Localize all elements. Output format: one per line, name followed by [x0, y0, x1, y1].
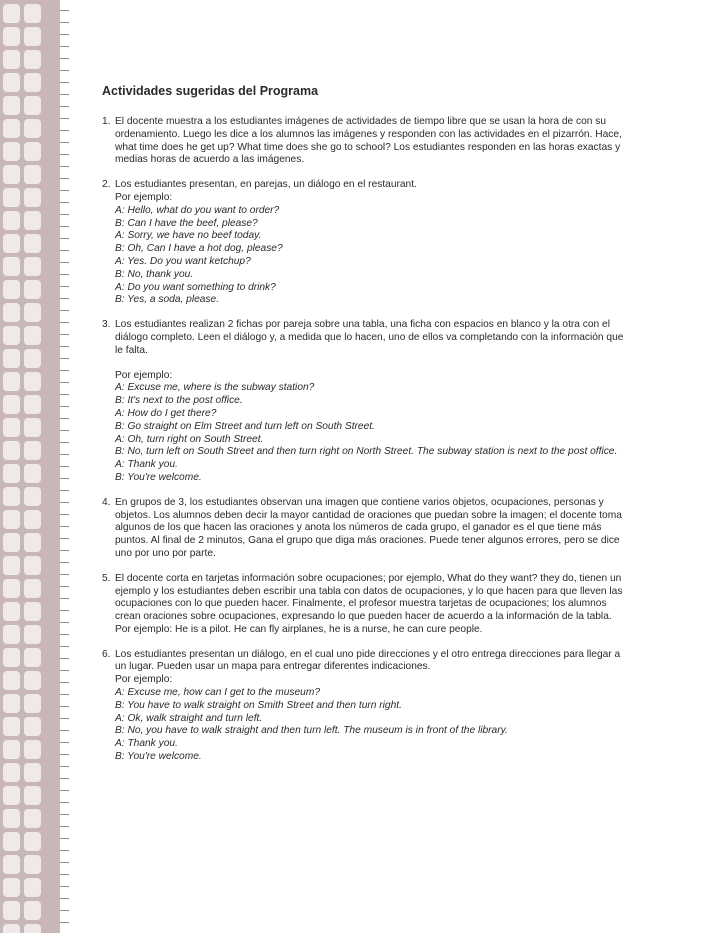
border-tile — [24, 510, 41, 529]
border-tick — [60, 574, 69, 575]
activity-item — [102, 497, 628, 561]
border-tick — [60, 922, 69, 923]
border-tick — [60, 358, 69, 359]
border-tick — [60, 682, 69, 683]
border-tile — [3, 418, 20, 437]
border-tick — [60, 874, 69, 875]
border-tick — [60, 622, 69, 623]
dialogue-line: B: Oh, Can I have a hot dog, please? — [115, 243, 283, 255]
border-tile — [3, 648, 20, 667]
border-tick — [60, 562, 69, 563]
activity-number: 6. — [102, 648, 111, 660]
dialogue-line: A: Hello, what do you want to order? — [115, 204, 280, 216]
activity-number: 4. — [102, 496, 111, 508]
border-tick — [60, 310, 69, 311]
border-tick — [60, 346, 69, 347]
border-tick — [60, 70, 69, 71]
border-tick — [60, 238, 69, 239]
activity-text: Los estudiantes realizan 2 fichas por pareja sobre una tabla, una ficha con espacios en blanco y la otra con el diálogo completo. Leen el diálogo y, a medida que lo hacen, uno de ellos va completando con la información que le falta. — [115, 319, 624, 356]
border-tile — [24, 855, 41, 874]
border-tick — [60, 634, 69, 635]
border-tick — [60, 322, 69, 323]
border-tile — [24, 901, 41, 920]
dialogue-line: B: No, you have to walk straight and then turn left. The museum is in front of the library. — [115, 725, 508, 737]
activity-number: 2. — [102, 179, 111, 191]
border-tile — [24, 671, 41, 690]
border-tile — [3, 27, 20, 46]
border-tile — [24, 809, 41, 828]
border-tick — [60, 910, 69, 911]
border-tick — [60, 274, 69, 275]
border-tick — [60, 94, 69, 95]
border-tick — [60, 898, 69, 899]
border-tick — [60, 502, 69, 503]
border-tile — [3, 257, 20, 276]
border-tile — [24, 349, 41, 368]
dialogue-line: A: Ok, walk straight and turn left. — [115, 712, 263, 724]
dialogue-line: A: Sorry, we have no beef today. — [115, 230, 262, 242]
border-tile — [24, 395, 41, 414]
border-tile — [3, 303, 20, 322]
border-tick — [60, 58, 69, 59]
dialogue-line: B: No, turn left on South Street and then turn right on North Street. The subway station is next to the post office. — [115, 446, 618, 458]
border-tile — [24, 27, 41, 46]
border-tile — [3, 878, 20, 897]
border-tick — [60, 286, 69, 287]
border-tick — [60, 658, 69, 659]
border-tick — [60, 478, 69, 479]
border-tile — [24, 464, 41, 483]
dialogue-block — [115, 358, 628, 485]
border-tile — [24, 73, 41, 92]
border-tick — [60, 790, 69, 791]
border-tick — [60, 166, 69, 167]
border-tile — [24, 257, 41, 276]
border-tile — [24, 602, 41, 621]
border-tile — [3, 4, 20, 23]
border-tick — [60, 538, 69, 539]
border-tick — [60, 610, 69, 611]
border-tile — [24, 786, 41, 805]
border-tile — [3, 602, 20, 621]
border-tile — [24, 717, 41, 736]
activity-number: 1. — [102, 116, 111, 127]
dialogue-line: A: Oh, turn right on South Street. — [115, 433, 264, 445]
activity-number: 5. — [102, 572, 111, 584]
border-tick — [60, 10, 69, 11]
border-tick — [60, 298, 69, 299]
border-tile — [3, 786, 20, 805]
border-tick — [60, 838, 69, 839]
border-tick — [60, 862, 69, 863]
border-tick — [60, 454, 69, 455]
border-tile — [24, 625, 41, 644]
border-tick — [60, 694, 69, 695]
border-tile — [3, 464, 20, 483]
dialogue-line: B: You have to walk straight on Smith Street and then turn right. — [115, 699, 402, 711]
border-tile — [24, 556, 41, 575]
dialogue-line — [115, 358, 628, 370]
border-tick — [60, 34, 69, 35]
border-tile — [24, 119, 41, 138]
border-tick — [60, 382, 69, 383]
border-tile — [3, 349, 20, 368]
border-tile — [24, 441, 41, 460]
border-tile — [24, 188, 41, 207]
activity-item — [102, 319, 628, 485]
activity-item — [102, 649, 628, 764]
border-tick — [60, 250, 69, 251]
border-tick — [60, 742, 69, 743]
border-tile — [24, 533, 41, 552]
border-tick — [60, 406, 69, 407]
border-tile — [3, 165, 20, 184]
border-tile — [24, 280, 41, 299]
border-tile — [3, 119, 20, 138]
border-tile — [3, 372, 20, 391]
border-tile — [3, 855, 20, 874]
border-tile — [3, 234, 20, 253]
border-tick — [60, 154, 69, 155]
border-tile — [24, 165, 41, 184]
page-title: Actividades sugeridas del Programa — [102, 84, 319, 98]
dialogue-line: B: You're welcome. — [115, 751, 202, 763]
activity-text: El docente corta en tarjetas información sobre ocupaciones; por ejemplo, What do they want? they do, tienen un ejemplo y los estudiantes deben escribir una tabla con datos de ocupaciones, y lo que hacen para que lleven las ocupaciones con lo que pueden hacer. Finalmente, el profesor muestra tarjetas de ocupaciones; los alumnos crean oraciones sobre ocupaciones, expresando lo que pueden hacer de acuerdo a la información de la tabla. Por ejemplo: He is a pilot. He can fly airplanes, he is a nurse, he can cure people. — [115, 572, 623, 635]
border-tile — [3, 763, 20, 782]
border-tile — [24, 694, 41, 713]
dialogue-line: Por ejemplo: — [115, 191, 173, 203]
border-tile — [3, 671, 20, 690]
border-tile — [3, 211, 20, 230]
activity-text: Los estudiantes presentan, en parejas, un diálogo en el restaurant. — [115, 179, 417, 191]
dialogue-line: B: No, thank you. — [115, 268, 194, 280]
border-tick — [60, 430, 69, 431]
border-tick — [60, 550, 69, 551]
border-tick — [60, 466, 69, 467]
border-tile — [3, 809, 20, 828]
border-tile — [3, 740, 20, 759]
border-tick — [60, 802, 69, 803]
dialogue-line: A: Excuse me, where is the subway station? — [115, 382, 315, 394]
border-tile — [24, 878, 41, 897]
border-tick — [60, 730, 69, 731]
border-tick — [60, 766, 69, 767]
border-tick — [60, 586, 69, 587]
border-tile — [24, 648, 41, 667]
border-tick — [60, 718, 69, 719]
border-tick — [60, 226, 69, 227]
tick-column — [60, 0, 72, 933]
dialogue-line: A: Yes. Do you want ketchup? — [115, 255, 251, 267]
activity-text: Los estudiantes presentan un diálogo, en el cual uno pide direcciones y el otro entrega direcciones para llegar a un lugar. Pueden usar un mapa para entregar diferentes indicaciones. — [115, 648, 621, 673]
activity-list — [102, 116, 628, 764]
border-tile — [3, 73, 20, 92]
border-tick — [60, 334, 69, 335]
dialogue-block — [115, 674, 628, 764]
border-tile — [24, 763, 41, 782]
border-tile — [3, 96, 20, 115]
dialogue-line: B: Can I have the beef, please? — [115, 217, 258, 229]
border-tick — [60, 778, 69, 779]
dialogue-block — [115, 192, 628, 307]
dialogue-line: A: How do I get there? — [115, 407, 217, 419]
border-tick — [60, 46, 69, 47]
activity-item — [102, 116, 628, 167]
dialogue-line: A: Do you want something to drink? — [115, 281, 276, 293]
border-tile — [3, 533, 20, 552]
border-tick — [60, 514, 69, 515]
border-tick — [60, 370, 69, 371]
decorative-border — [0, 0, 60, 933]
border-tile — [24, 326, 41, 345]
border-tick — [60, 130, 69, 131]
border-tile — [3, 579, 20, 598]
border-tile — [24, 50, 41, 69]
border-tick — [60, 706, 69, 707]
border-tile — [24, 96, 41, 115]
border-tick — [60, 814, 69, 815]
border-tick — [60, 886, 69, 887]
dialogue-line: B: Go straight on Elm Street and turn left on South Street. — [115, 420, 375, 432]
border-tile — [3, 188, 20, 207]
border-tile — [3, 326, 20, 345]
border-tile — [3, 441, 20, 460]
border-tick — [60, 82, 69, 83]
dialogue-line: A: Thank you. — [115, 459, 178, 471]
border-tick — [60, 190, 69, 191]
border-tile — [3, 142, 20, 161]
dialogue-line: B: Yes, a soda, please. — [115, 294, 220, 306]
border-tick — [60, 202, 69, 203]
border-tile — [24, 579, 41, 598]
dialogue-line: B: You're welcome. — [115, 471, 202, 483]
border-tile — [24, 418, 41, 437]
border-tile — [3, 694, 20, 713]
border-tick — [60, 850, 69, 851]
border-tick — [60, 178, 69, 179]
border-tile — [3, 50, 20, 69]
border-tile — [24, 211, 41, 230]
border-tile — [24, 740, 41, 759]
border-tile — [3, 901, 20, 920]
activity-number: 3. — [102, 319, 111, 331]
border-tile — [24, 487, 41, 506]
document-page — [102, 84, 628, 776]
border-tile — [3, 924, 20, 933]
activity-item — [102, 573, 628, 637]
border-tick — [60, 670, 69, 671]
border-tick — [60, 754, 69, 755]
activity-text: En grupos de 3, los estudiantes observan una imagen que contiene varios objetos, ocupaciones, personas y objetos. Los alumnos deben decir la mayor cantidad de oraciones que puedan sobre la imagen; el docente toma algunos de los que hacen las oraciones y anota los números de cada grupo, el ganador es el que tiene más puntos. Al final de 2 minutos, Gana el grupo que diga más oraciones. Puede tener algunos errores, pero se dice uno por uno por parte. — [115, 496, 622, 559]
dialogue-line: A: Thank you. — [115, 738, 178, 750]
dialogue-line: Por ejemplo: — [115, 369, 173, 381]
border-tile — [24, 832, 41, 851]
border-tick — [60, 490, 69, 491]
border-tile — [3, 625, 20, 644]
border-tile — [3, 395, 20, 414]
border-tile — [24, 303, 41, 322]
border-tile — [3, 717, 20, 736]
border-tick — [60, 22, 69, 23]
border-tile — [24, 142, 41, 161]
dialogue-line: B: It's next to the post office. — [115, 395, 243, 407]
border-tile — [3, 832, 20, 851]
activity-text: El docente muestra a los estudiantes imágenes de actividades de tiempo libre que se usan la hora de con su ordenamiento. Luego les dice a los alumnos las imágenes y responden con las actividades en el pizarrón. Hace, what time does he get up? What time does she go to school? Los estudiantes responden en las horas exactas y medias horas de acuerdo a las imágenes. — [115, 116, 622, 166]
border-tile — [3, 510, 20, 529]
border-tile — [3, 556, 20, 575]
border-tick — [60, 394, 69, 395]
border-tick — [60, 598, 69, 599]
dialogue-line: A: Excuse me, how can I get to the museum? — [115, 687, 320, 699]
activity-item — [102, 179, 628, 307]
border-tick — [60, 118, 69, 119]
border-tick — [60, 106, 69, 107]
border-tile — [24, 4, 41, 23]
border-tick — [60, 142, 69, 143]
border-tick — [60, 214, 69, 215]
border-tick — [60, 526, 69, 527]
border-tick — [60, 262, 69, 263]
dialogue-line: Por ejemplo: — [115, 674, 173, 686]
border-tick — [60, 418, 69, 419]
border-tick — [60, 826, 69, 827]
border-tick — [60, 646, 69, 647]
border-tick — [60, 442, 69, 443]
border-tile — [24, 234, 41, 253]
border-tile — [3, 280, 20, 299]
border-tile — [24, 372, 41, 391]
border-tile — [24, 924, 41, 933]
border-pattern — [3, 4, 57, 933]
border-tile — [3, 487, 20, 506]
